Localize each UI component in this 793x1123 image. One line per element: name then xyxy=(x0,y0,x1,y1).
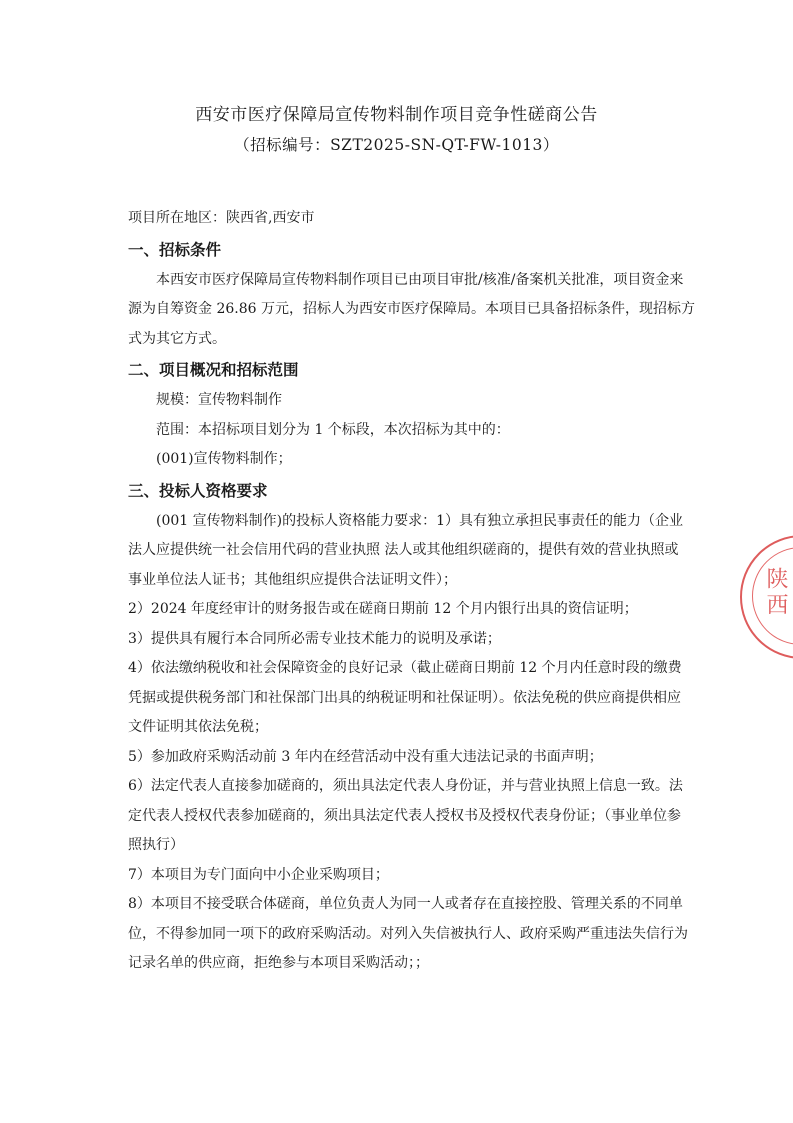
paragraph-line: 定代表人授权代表参加磋商的，须出具法定代表人授权书及授权代表身份证；（事业单位参 xyxy=(128,807,681,824)
tender-number: （招标编号：SZT2025-SN-QT-FW-1013） xyxy=(234,136,559,154)
paragraph-line: 式为其它方式。 xyxy=(128,330,226,347)
requirement-item: 8）本项目不接受联合体磋商，单位负责人为同一人或者存在直接控股、管理关系的不同单 xyxy=(128,896,683,912)
seal-text: 陕西 xyxy=(763,567,788,619)
requirement-item: 3）提供具有履行本合同所必需专业技术能力的说明及承诺； xyxy=(128,630,501,647)
requirement-item: 4）依法缴纳税收和社会保障资金的良好记录（截止磋商日期前 12 个月内任意时段的缴费 xyxy=(128,660,682,676)
paragraph-line: 法人应提供统一社会信用代码的营业执照 法人或其他组织磋商的，提供有效的营业执照或 xyxy=(128,542,679,558)
project-region: 项目所在地区：陕西省,西安市 xyxy=(128,210,315,226)
document-body xyxy=(128,204,695,979)
paragraph-line: (001 宣传物料制作)的投标人资格能力要求：1）具有独立承担民事责任的能力（企业 xyxy=(156,512,684,529)
paragraph-line: 凭据或提供税务部门和社保部门出具的纳税证明和社保证明）。依法免税的供应商提供相应 xyxy=(128,689,681,706)
document-title: 西安市医疗保障局宣传物料制作项目竞争性磋商公告 xyxy=(195,105,598,125)
requirement-item: 7）本项目为专门面向中小企业采购项目； xyxy=(128,866,389,883)
section-heading-2: 二、项目概况和招标范围 xyxy=(128,361,299,379)
paragraph-line: 记录名单的供应商，拒绝参与本项目采购活动；； xyxy=(128,955,429,971)
official-seal-stamp xyxy=(740,535,793,659)
paragraph-line: 文件证明其依法免税； xyxy=(128,719,268,735)
section-heading-1: 一、招标条件 xyxy=(128,240,222,259)
project-lot: (001)宣传物料制作； xyxy=(156,451,292,467)
project-scale: 规模：宣传物料制作 xyxy=(156,392,282,408)
project-scope: 范围：本招标项目划分为 1 个标段，本次招标为其中的： xyxy=(156,421,510,438)
paragraph-line: 位，不得参加同一项下的政府采购活动。对列入失信被执行人、政府采购严重违法失信行为 xyxy=(128,925,688,942)
paragraph-line: 本西安市医疗保障局宣传物料制作项目已由项目审批/核准/备案机关批准，项目资金来 xyxy=(156,271,684,288)
requirement-item: 5）参加政府采购活动前 3 年内在经营活动中没有重大违法记录的书面声明； xyxy=(128,748,603,765)
requirement-item: 2）2024 年度经审计的财务报告或在磋商日期前 12 个月内银行出具的资信证明； xyxy=(128,601,638,617)
requirement-item: 6）法定代表人直接参加磋商的，须出具法定代表人身份证，并与营业执照上信息一致。法 xyxy=(128,778,683,794)
section-heading-3: 三、投标人资格要求 xyxy=(128,481,268,500)
paragraph-line: 源为自筹资金 26.86 万元，招标人为西安市医疗保障局。本项目已具备招标条件，现招标方 xyxy=(128,301,695,317)
paragraph-line: 照执行） xyxy=(128,837,184,853)
paragraph-line: 事业单位法人证书；其他组织应提供合法证明文件）； xyxy=(128,571,457,588)
